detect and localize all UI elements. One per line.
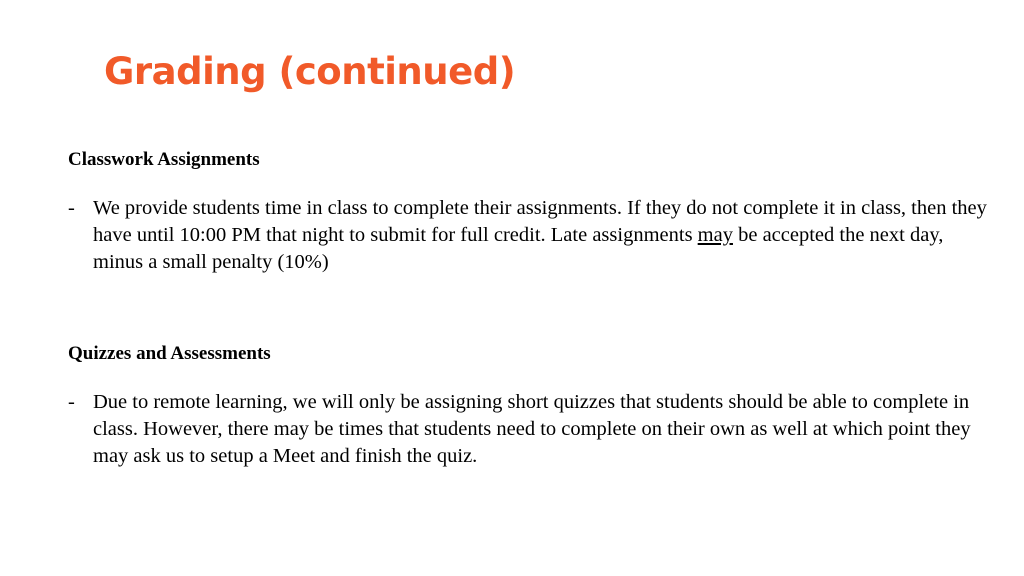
underlined-may: may bbox=[697, 224, 733, 246]
slide-title: Grading (continued) bbox=[104, 50, 516, 93]
bullet-text-part2: be accepted the next day, minus a small penalty (10%) bbox=[93, 224, 944, 273]
section-heading-quizzes: Quizzes and Assessments bbox=[68, 343, 271, 364]
bullet-dash: - bbox=[68, 197, 75, 219]
bullet-classwork bbox=[68, 195, 998, 276]
bullet-text-quizzes: Due to remote learning, we will only be assigning short quizzes that students should be able to complete in class. However, there may be times that students need to complete on their own as well at which point they may ask us to setup a Meet and finish the quiz. bbox=[93, 391, 971, 467]
bullet-text-part1: We provide students time in class to complete their assignments. If they do not complete it in class, then they have until 10:00 PM that night to submit for full credit. Late assignments bbox=[93, 197, 987, 246]
section-heading-classwork: Classwork Assignments bbox=[68, 149, 260, 170]
bullet-quizzes bbox=[68, 389, 998, 470]
bullet-dash: - bbox=[68, 391, 75, 413]
bullet-text-classwork bbox=[93, 195, 998, 276]
